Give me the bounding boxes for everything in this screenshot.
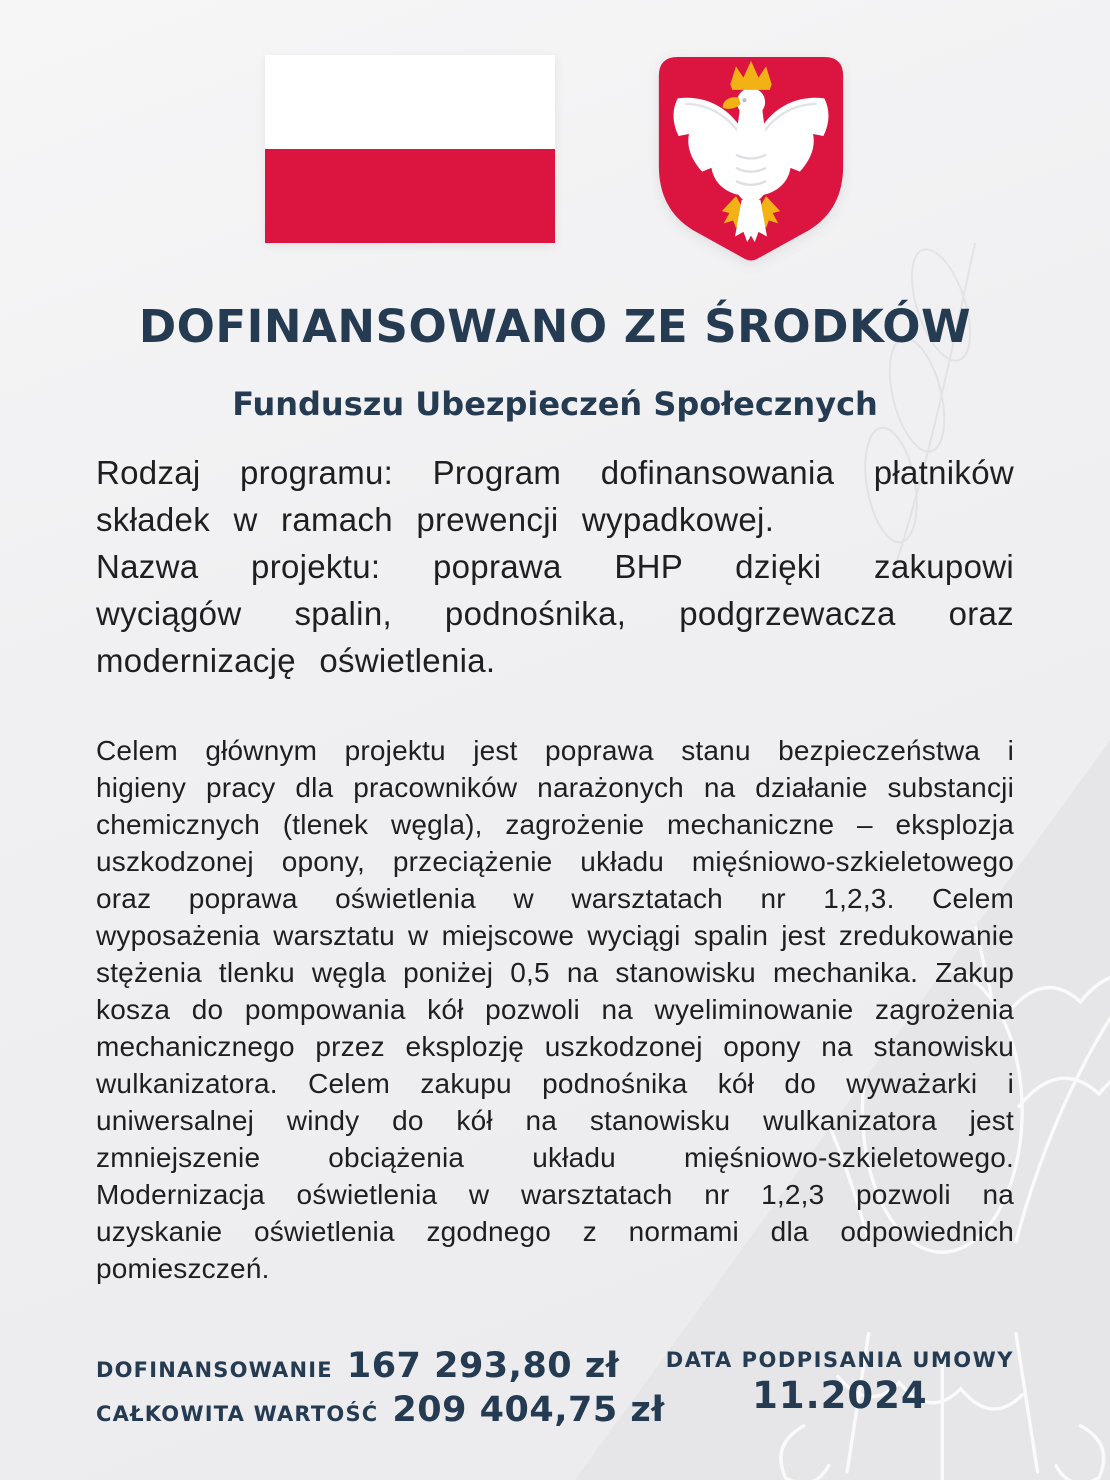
flag-red-stripe (265, 149, 555, 243)
project-name-text: Nazwa projektu: poprawa BHP dzięki zakupowi wyciągów spalin, podnośnika, podgrzewacza oraz modernizację oświetlenia. (96, 548, 1014, 679)
signing-date-block (666, 1346, 1014, 1417)
total-value-label: CAŁKOWITA WARTOŚĆ (96, 1402, 379, 1426)
subtitle: Funduszu Ubezpieczeń Społecznych (232, 385, 878, 423)
funding-block (96, 1346, 665, 1434)
poland-coat-of-arms-icon (657, 55, 845, 262)
funding-amount: 167 293,80 zł (346, 1346, 620, 1386)
project-description-text: Celem głównym projektu jest poprawa stanu bezpieczeństwa i higieny pracy dla pracowników narażonych na działanie substancji chemicznych (tlenek węgla), zagrożenie mechaniczne – eksplozja uszkodzonej opony, przeciążenie układu mięśniowo-szkieletowego oraz poprawa oświetlenia w warsztatach nr 1,2,3. Celem wyposażenia warsztatu w miejscowe wyciągi spalin jest zredukowanie stężenia tlenku węgla poniżej 0,5 na stanowisku mechanika. Zakup kosza do pompowania kół pozwoli na wyeliminowanie zagrożenia mechanicznego przez eksplozję uszkodzonej opony na stanowisku wulkanizatora. Celem zakupu podnośnika kół do wyważarki i uniwersalnej windy do kół na stanowisku wulkanizatora jest zmniejszenie obciążenia układu mięśniowo-szkieletowego. Modernizacja oświetlenia w warsztatach nr 1,2,3 pozwoli na uzyskanie oświetlenia zgodnego z normami dla odpowiednich pomieszczeń. (96, 735, 1014, 1284)
funding-row (96, 1346, 665, 1386)
total-value-amount: 209 404,75 zł (392, 1390, 665, 1430)
page-title: DOFINANSOWANO ZE ŚRODKÓW (138, 300, 972, 353)
funding-row (96, 1390, 665, 1430)
header (0, 0, 1110, 262)
funding-label: DOFINANSOWANIE (96, 1358, 333, 1382)
signing-date-label: DATA PODPISANIA UMOWY (665, 1348, 1014, 1372)
poland-flag-icon (265, 55, 555, 243)
program-type-text: Rodzaj programu: Program dofinansowania płatników składek w ramach prewencji wypadkowej. (96, 454, 1014, 538)
signing-date-value: 11.2024 (752, 1374, 928, 1417)
flag-white-stripe (265, 55, 555, 149)
footer (96, 1346, 1014, 1434)
